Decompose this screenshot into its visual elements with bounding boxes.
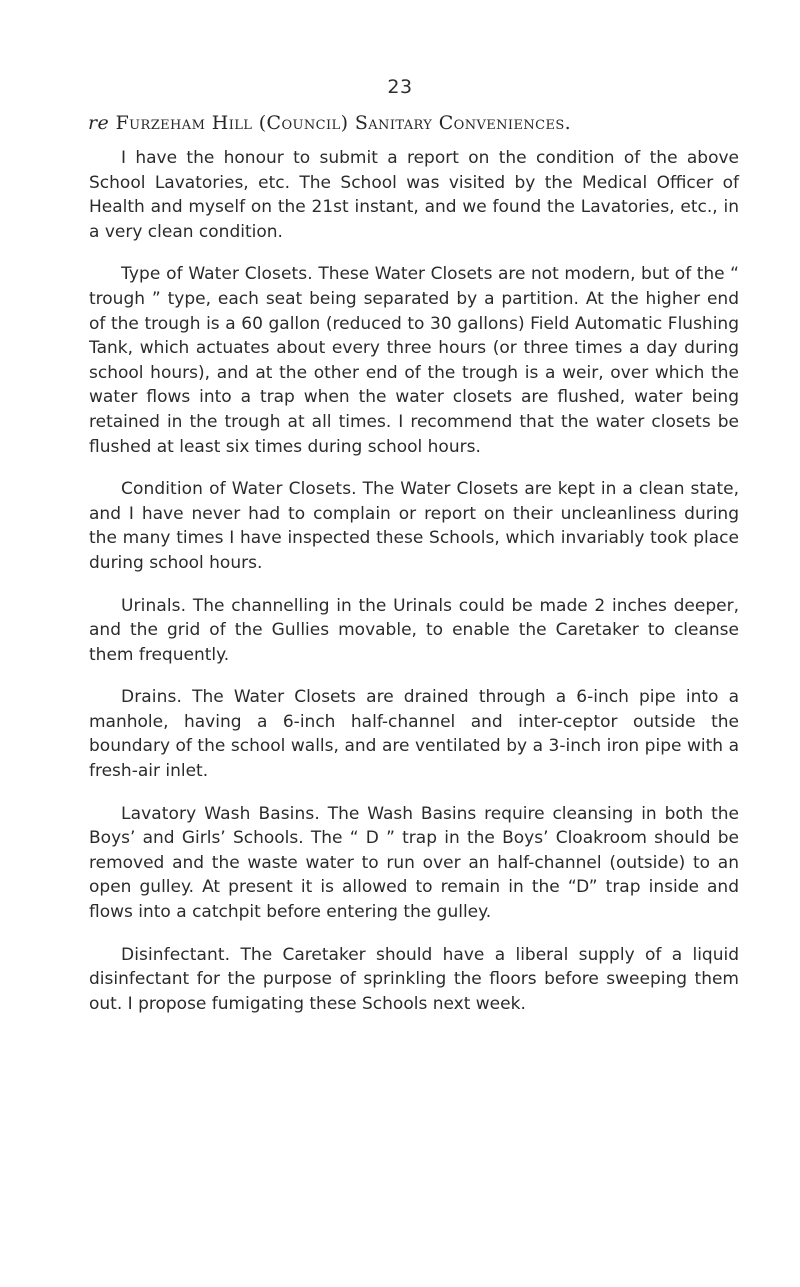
page-number: 23 (387, 76, 413, 98)
report-body (89, 146, 739, 1034)
paragraph-label: Type of Water Closets. (121, 264, 313, 285)
paragraph-label: Urinals. (121, 595, 187, 616)
paragraph-text: The Wash Basins require cleansing in both the Boys’ and Girls’ Schools. The “ D ” trap in the Boys’ Cloakroom should be removed and the waste water to run over an half-channel (outside) to an open gulley. At present it is allowed to remain in the “D” trap inside and flows into a catchpit before entering the gulley. (89, 803, 740, 923)
paragraph-text: The Water Closets are drained through a 6-inch pipe into a manhole, having a 6-inch half-channel and inter-ceptor outside the boundary of the school walls, and are ventilated by a 3-inch iron pipe with a fresh-air inlet. (89, 687, 739, 782)
paragraph-text: The Caretaker should have a liberal supply of a liquid disinfectant for the purpose of sprinkling the floors before sweeping them out. I propose fumigating these Schools next week. (89, 944, 739, 1014)
report-heading (88, 112, 738, 134)
paragraph-lavatory-wash-basins (89, 802, 739, 925)
paragraph-label: Drains. (121, 687, 182, 708)
paragraph-label: Disinfectant. (121, 944, 231, 965)
paragraph-text: I have the honour to submit a report on the condition of the above School Lavatories, etc. The School was visited by the Medical Officer of Health and myself on the 21st instant, and we found the Lavatories, etc., in a very clean condition. (89, 148, 739, 242)
paragraph-text: The channelling in the Urinals could be made 2 inches deeper, and the grid of the Gullies movable, to enable the Caretaker to cleanse them frequently. (89, 595, 739, 665)
paragraph-text: The Water Closets are kept in a clean state, and I have never had to complain or report on their uncleanliness during the many times I have inspected these Schools, which invariably took place during school hours. (89, 479, 739, 573)
paragraph-drains (89, 685, 739, 783)
paragraph-label: Lavatory Wash Basins. (121, 803, 320, 824)
paragraph-text: These Water Closets are not modern, but of the “ trough ” type, each seat being separated by a partition. At the higher end of the trough is a 60 gallon (reduced to 30 gallons) Field Automatic Flushing Tank, which actuates about every three hours (or three times a day during school hours), and at the other end of the trough is a weir, over which the water flows into a trap when the water closets are flushed, water being retained in the trough at all times. I recommend that the water closets be flushed at least six times during school hours. (89, 264, 739, 457)
paragraph-intro (89, 146, 739, 244)
heading-title: Furzeham Hill (Council) Sanitary Conveniences. (115, 112, 572, 134)
paragraph-type-of-water-closets (89, 262, 739, 459)
paragraph-disinfectant (89, 943, 739, 1017)
paragraph-label: Condition of Water Closets. (121, 479, 357, 500)
heading-prefix: re (88, 112, 110, 134)
paragraph-urinals (89, 594, 739, 668)
paragraph-condition-of-water-closets (89, 477, 739, 575)
